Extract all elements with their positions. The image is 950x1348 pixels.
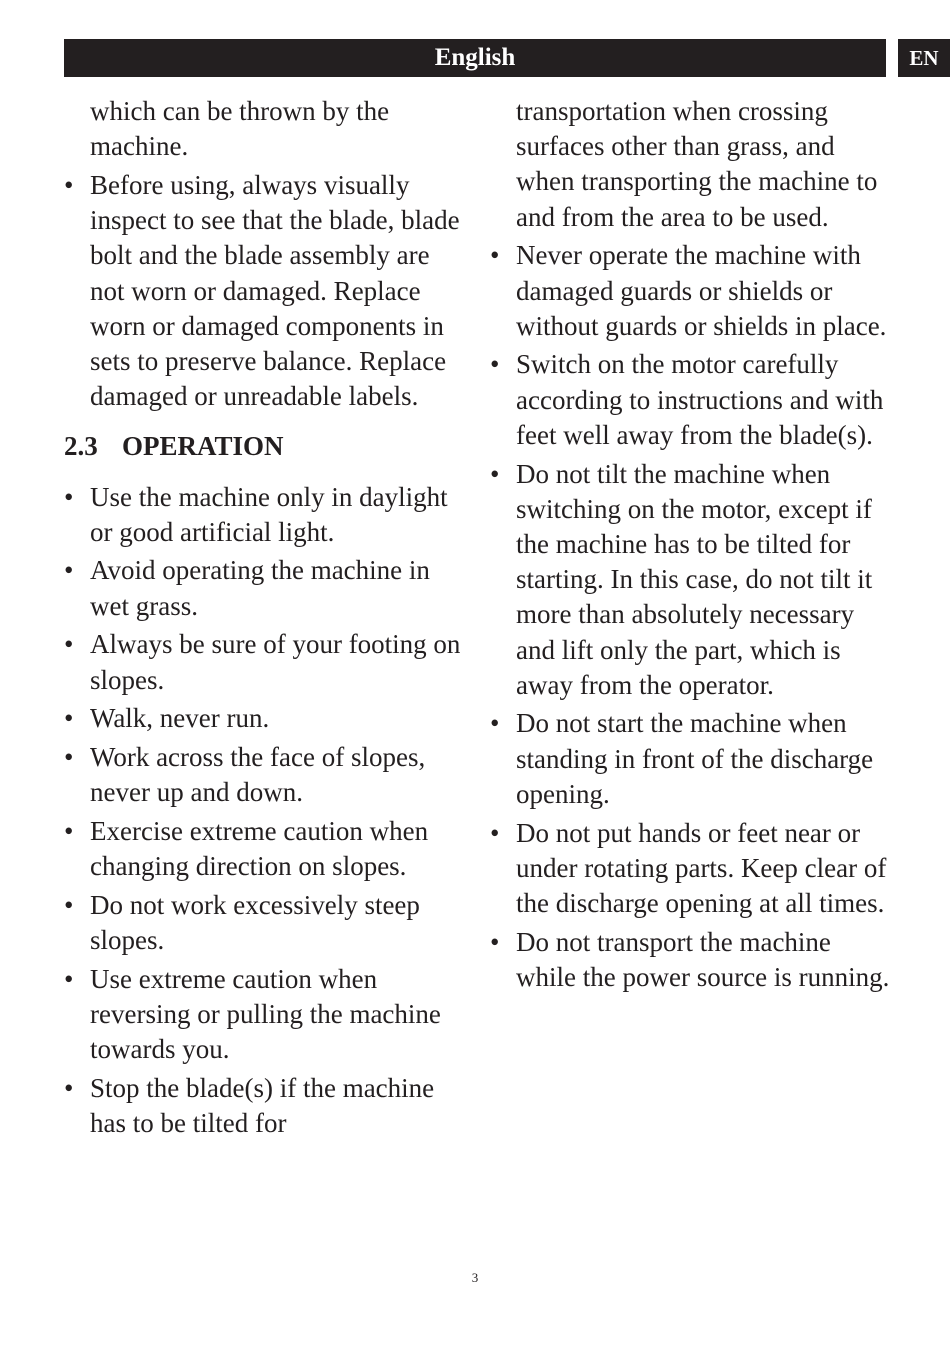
list-item xyxy=(64,888,464,958)
list-item-text: Work across the face of slopes, never up and down. xyxy=(90,741,426,808)
header-bar xyxy=(64,39,886,77)
language-code: EN xyxy=(909,45,939,70)
list-item-text: Exercise extreme caution when changing direction on slopes. xyxy=(90,815,429,882)
bullet-icon: • xyxy=(490,349,500,380)
list-item-text: Do not put hands or feet near or under rotating parts. Keep clear of the discharge opening at all times. xyxy=(516,817,887,918)
list-item xyxy=(64,701,464,736)
list-item xyxy=(64,740,464,810)
list-item-text: Do not transport the machine while the power source is running. xyxy=(516,926,890,992)
list-item-text: Use extreme caution when reversing or pulling the machine towards you. xyxy=(90,963,441,1065)
bullet-icon: • xyxy=(490,817,500,848)
list-item-text: Do not work excessively steep slopes. xyxy=(90,889,420,955)
section-number: 2.3 xyxy=(64,431,98,462)
bullet-icon: • xyxy=(64,963,74,994)
bullet-icon: • xyxy=(64,1072,74,1103)
bullet-icon: • xyxy=(64,815,74,846)
list-item xyxy=(64,1071,464,1141)
list-item xyxy=(490,457,890,703)
list-item xyxy=(490,238,890,344)
section-title: OPERATION xyxy=(122,431,284,462)
bullet-icon: • xyxy=(64,481,74,512)
page-number: 3 xyxy=(471,1270,479,1285)
list-item-text: Avoid operating the machine in wet grass. xyxy=(90,555,430,621)
bullet-list xyxy=(64,168,464,414)
list-item-text: Never operate the machine with damaged guards or shields or without guards or shields in place. xyxy=(516,240,887,341)
bullet-icon: • xyxy=(490,240,500,271)
bullet-list xyxy=(490,238,890,995)
list-item-text: Before using, always visually inspect to see that the blade, blade bolt and the blade assembly are not worn or damaged. Replace worn or damaged components in sets to preserve balance. Replace damaged or unreadable labels. xyxy=(90,169,460,412)
list-item xyxy=(64,553,464,623)
section-heading xyxy=(64,429,464,464)
header-language: English xyxy=(434,44,516,71)
list-item-text: Use the machine only in daylight or good artificial light. xyxy=(90,481,448,547)
list-item xyxy=(64,962,464,1068)
right-column xyxy=(490,94,890,995)
bullet-list xyxy=(64,480,464,1142)
list-item xyxy=(490,347,890,453)
bullet-icon: • xyxy=(64,889,74,920)
list-item-text: Do not start the machine when standing in front of the discharge opening. xyxy=(516,708,874,809)
bullet-icon: • xyxy=(64,169,74,200)
left-column xyxy=(64,94,464,1141)
bullet-icon: • xyxy=(64,629,74,660)
bullet-icon: • xyxy=(490,708,500,739)
list-item xyxy=(490,925,890,995)
list-item xyxy=(64,627,464,697)
list-item xyxy=(490,706,890,812)
bullet-icon: • xyxy=(64,703,74,734)
list-item xyxy=(490,816,890,922)
language-tab xyxy=(898,39,950,77)
list-item xyxy=(64,168,464,414)
bullet-icon: • xyxy=(490,458,500,489)
list-item xyxy=(64,814,464,884)
list-item-text: Do not tilt the machine when switching on the motor, except if the machine has to be tilted for starting. In this case, do not tilt it more than absolutely necessary and lift only the part, which is away from the operator. xyxy=(516,458,873,700)
list-item-text: Walk, never run. xyxy=(90,703,270,734)
list-item xyxy=(64,480,464,550)
list-item-text: Always be sure of your footing on slopes. xyxy=(90,629,461,695)
bullet-icon: • xyxy=(64,741,74,772)
paragraph-continuation: which can be thrown by the machine. xyxy=(90,96,390,162)
paragraph-continuation: transportation when crossing surfaces other than grass, and when transporting the machine to and from the area to be used. xyxy=(516,96,878,232)
bullet-icon: • xyxy=(64,555,74,586)
bullet-icon: • xyxy=(490,926,500,957)
list-item-text: Stop the blade(s) if the machine has to be tilted for xyxy=(90,1072,435,1138)
list-item-text: Switch on the motor carefully according to instructions and with feet well away from the blade(s). xyxy=(516,349,884,450)
